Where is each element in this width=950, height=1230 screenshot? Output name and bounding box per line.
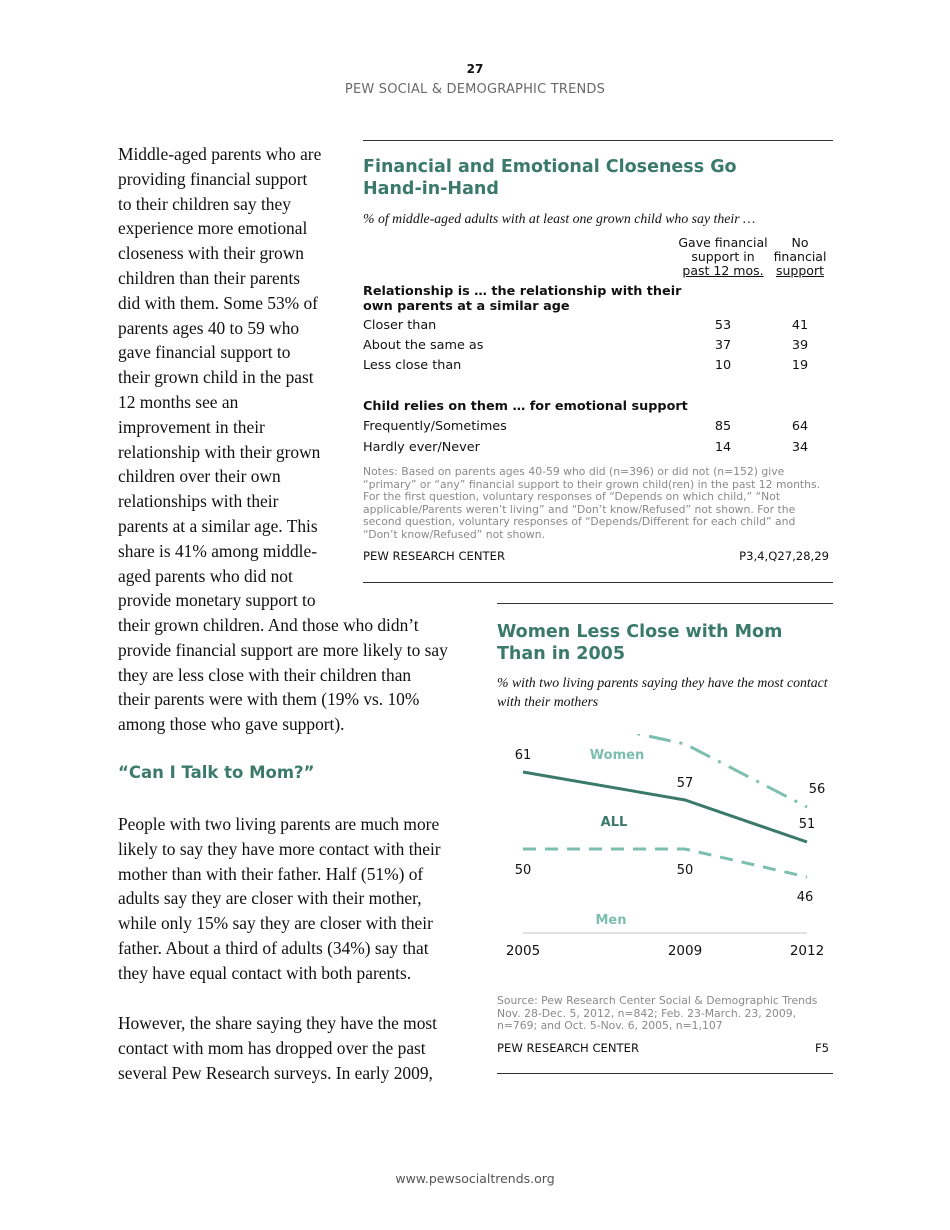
figure1-code: P3,4,Q27,28,29 <box>739 549 829 563</box>
paragraph-1-line: did with them. Some 53% of <box>118 292 318 313</box>
paragraph-2-line: father. About a third of adults (34%) say that <box>118 937 429 958</box>
table-cell-no: 19 <box>791 358 809 373</box>
data-label-men: 50 <box>676 863 694 878</box>
table-row-label: Frequently/Sometimes <box>363 419 507 434</box>
data-label-women: 56 <box>808 782 826 797</box>
col-header-gave-line3-text: past 12 mos. <box>682 263 764 278</box>
body-paragraph-1-narrow <box>118 142 353 613</box>
paragraph-1-line: experience more emotional <box>118 218 308 239</box>
figure2-source: Source: Pew Research Center Social & Demographic Trends Nov. 28-Dec. 5, 2012, n=842; Feb. 23-March. 23, 2009, n=769; and Oct. 5-Nov. 6, 2005, n=1,107 <box>497 994 818 1033</box>
running-head: PEW SOCIAL & DEMOGRAPHIC TRENDS <box>344 82 606 97</box>
col-header-no-line3 <box>768 264 832 278</box>
paragraph-1-line: provide financial support are more likely to say <box>118 639 448 660</box>
group-label-emotional-support: Child relies on them … for emotional support <box>363 399 688 414</box>
body-paragraph-1-wide <box>118 613 488 737</box>
table-row-label: About the same as <box>363 338 484 353</box>
figure1-title: Financial and Emotional Closeness Go Hand-in-Hand <box>363 157 737 199</box>
series-label-men: Men <box>595 913 627 928</box>
col-header-gave-line3 <box>671 264 775 278</box>
col-header-no-financial <box>768 236 832 278</box>
figure2-subtitle: % with two living parents saying they have the most contact with their mothers <box>497 675 828 709</box>
table-cell-no: 34 <box>791 440 809 455</box>
paragraph-1-line: closeness with their grown <box>118 243 304 264</box>
footer-url: www.pewsocialtrends.org <box>395 1171 555 1186</box>
figure-financial-closeness <box>363 140 833 583</box>
table-row-label: Closer than <box>363 318 437 333</box>
paragraph-1-line: share is 41% among middle- <box>118 540 317 561</box>
table-cell-gave: 37 <box>714 338 732 353</box>
paragraph-2-line: adults say they are closer with their mother, <box>118 888 422 909</box>
section-heading: “Can I Talk to Mom?” <box>118 763 315 782</box>
line-chart <box>497 734 833 984</box>
table-row-label: Hardly ever/Never <box>363 440 480 455</box>
paragraph-3-line: However, the share saying they have the most <box>118 1013 438 1033</box>
paragraph-1-line: they are less close with their children than <box>118 664 412 685</box>
x-tick-label: 2012 <box>789 943 825 959</box>
col-header-gave-line2: support in <box>691 249 755 264</box>
page-number: 27 <box>466 62 484 76</box>
x-tick-label: 2005 <box>505 943 541 959</box>
series-label-all: ALL <box>600 815 628 830</box>
figure1-credit: PEW RESEARCH CENTER <box>363 549 505 563</box>
data-label-men: 50 <box>514 863 532 878</box>
col-header-no-line3-text: support <box>776 263 824 278</box>
paragraph-1-line: among those who gave support). <box>118 714 345 735</box>
col-header-gave-financial <box>671 236 775 278</box>
col-header-no-line2: financial <box>773 249 827 264</box>
series-line-all <box>523 772 807 842</box>
paragraph-2-line: People with two living parents are much more <box>118 814 440 834</box>
paragraph-1-line: gave financial support to <box>118 342 291 363</box>
paragraph-1-line: improvement in their <box>118 416 265 437</box>
data-label-women <box>677 734 694 735</box>
figure1-subtitle: % of middle-aged adults with at least one grown child who say their … <box>363 211 756 226</box>
paragraph-1-line: providing financial support <box>118 168 308 189</box>
figure2-code: F5 <box>814 1041 829 1055</box>
paragraph-1-line: their grown children. And those who didn’t <box>118 615 419 635</box>
data-label-all: 57 <box>676 776 694 791</box>
paragraph-1-line: provide monetary support to <box>118 590 316 611</box>
paragraph-1-line: children over their own <box>118 466 281 487</box>
paragraph-1-line: Middle-aged parents who are <box>118 144 322 164</box>
table-cell-no: 41 <box>791 318 809 333</box>
table-cell-gave: 14 <box>714 440 732 455</box>
paragraph-2-line: likely to say they have more contact with their <box>118 838 441 859</box>
col-header-no-line1: No <box>791 235 809 250</box>
paragraph-1-line: to their children say they <box>118 193 291 214</box>
data-label-men: 46 <box>796 890 814 905</box>
table-row-label: Less close than <box>363 358 462 373</box>
table-cell-gave: 10 <box>714 358 732 373</box>
paragraph-3-line: several Pew Research surveys. In early 2009, <box>118 1062 433 1083</box>
paragraph-1-line: children than their parents <box>118 267 301 288</box>
paragraph-2-line: mother than with their father. Half (51%) of <box>118 863 424 884</box>
paragraph-1-line: parents ages 40 to 59 who <box>118 317 300 338</box>
body-paragraph-2 <box>118 812 488 986</box>
paragraph-1-line: aged parents who did not <box>118 565 293 586</box>
paragraph-1-line: their grown child in the past <box>118 367 314 388</box>
paragraph-2-line: while only 15% say they are closer with their <box>118 913 433 934</box>
table-cell-no: 64 <box>791 419 809 434</box>
paragraph-1-line: their parents were with them (19% vs. 10% <box>118 689 420 710</box>
data-label-all: 61 <box>514 748 532 763</box>
table-cell-gave: 85 <box>714 419 732 434</box>
figure1-notes: Notes: Based on parents ages 40-59 who did (n=396) or did not (n=152) give “primary” or “any” financial support to their grown child(ren) in the past 12 months. For the first question, voluntary responses of “Depends on which child,” “Not applicable/Parents weren’t living” and “Don’t know/Refused” not shown. For the second question, voluntary responses of “Depends/Different for each child” and “Don’t know/Refused” not shown. <box>363 465 821 541</box>
table-cell-no: 39 <box>791 338 809 353</box>
table-cell-gave: 53 <box>714 318 732 333</box>
figure2-credit: PEW RESEARCH CENTER <box>497 1041 639 1055</box>
paragraph-1-line: relationship with their grown <box>118 441 321 462</box>
series-line-men <box>523 849 807 877</box>
paragraph-3-line: contact with mom has dropped over the past <box>118 1037 426 1058</box>
paragraph-1-line: parents at a similar age. This <box>118 515 318 536</box>
paragraph-1-line: relationships with their <box>118 491 279 512</box>
body-paragraph-3 <box>118 1011 488 1085</box>
col-header-gave-line1: Gave financial <box>678 235 768 250</box>
x-tick-label: 2009 <box>667 943 703 959</box>
figure-women-less-close <box>497 603 833 1074</box>
figure2-title: Women Less Close with Mom Than in 2005 <box>497 622 783 664</box>
paragraph-1-line: 12 months see an <box>118 391 239 412</box>
series-label-women: Women <box>589 748 645 763</box>
paragraph-2-line: they have equal contact with both parents. <box>118 962 412 983</box>
group-label-relationship: Relationship is … the relationship with their own parents at a similar age <box>363 284 682 314</box>
data-label-all: 51 <box>798 817 816 832</box>
